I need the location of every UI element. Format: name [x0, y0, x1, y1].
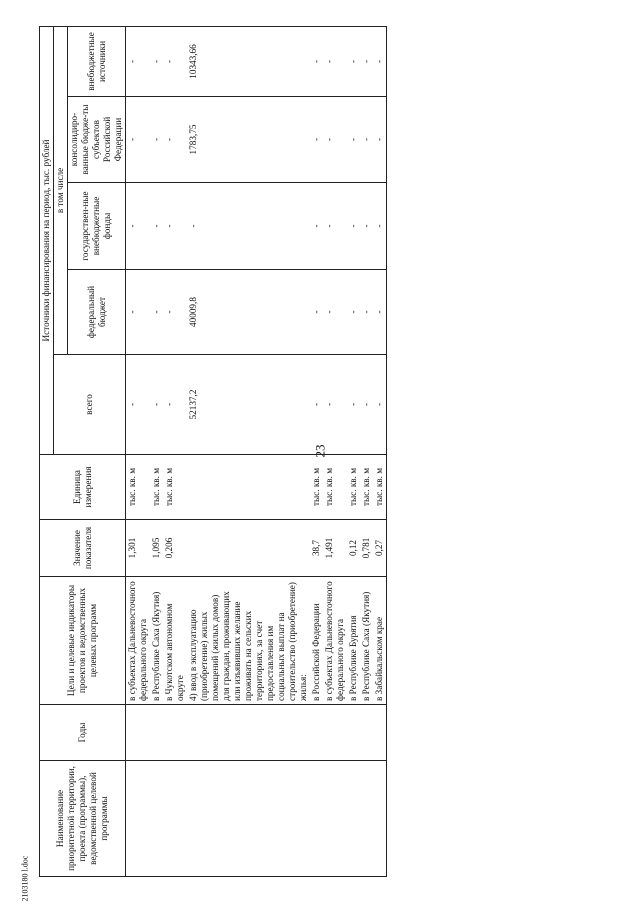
cell-name [373, 761, 387, 877]
cell-federal: - [323, 270, 347, 355]
table-row [323, 26, 347, 876]
cell-unit: тыс. кв. м [360, 455, 373, 520]
cell-goal: в Республике Бурятия [347, 577, 360, 705]
header-regional: консолидиро-ванные бюдже-ты субъектов Российской Федерации [68, 97, 126, 183]
cell-unit: тыс. кв. м [310, 455, 323, 520]
header-extra: внебюджетные источники [68, 26, 126, 96]
cell-name [150, 761, 163, 877]
cell-regional: - [347, 97, 360, 183]
cell-regional: - [163, 97, 187, 183]
cell-regional: - [126, 97, 151, 183]
cell-federal: - [310, 270, 323, 355]
cell-federal: - [347, 270, 360, 355]
header-including: в том числе [54, 26, 68, 354]
header-state-funds: государствен-ные внебюджетные фонды [68, 183, 126, 270]
cell-years [126, 705, 151, 761]
cell-goal: в субъектах Дальневосточного федерального округа [323, 577, 347, 705]
cell-value [187, 520, 310, 577]
cell-years [360, 705, 373, 761]
cell-extra: - [323, 26, 347, 96]
cell-years [347, 705, 360, 761]
cell-state-funds: - [347, 183, 360, 270]
cell-value: 1,095 [150, 520, 163, 577]
cell-name [323, 761, 347, 877]
financing-table [39, 26, 387, 877]
table-row [126, 26, 151, 876]
header-unit: Единица измерения [40, 455, 126, 520]
table-row [373, 26, 387, 876]
table-row [310, 26, 323, 876]
cell-goal: в Чукотском автономном округе [163, 577, 187, 705]
cell-years [163, 705, 187, 761]
cell-regional: - [323, 97, 347, 183]
cell-state-funds: - [187, 183, 310, 270]
cell-state-funds: - [360, 183, 373, 270]
header-total: всего [54, 355, 126, 455]
cell-value: 0,27 [373, 520, 387, 577]
cell-value: 0,206 [163, 520, 187, 577]
cell-state-funds: - [310, 183, 323, 270]
cell-federal: - [126, 270, 151, 355]
cell-regional: - [373, 97, 387, 183]
cell-state-funds: - [126, 183, 151, 270]
header-name: Наименование приоритетной территории, проекта (программы), ведомственной целевой программы [40, 761, 126, 877]
cell-federal: - [360, 270, 373, 355]
table-row [347, 26, 360, 876]
cell-value: 0,781 [360, 520, 373, 577]
cell-unit: тыс. кв. м [163, 455, 187, 520]
cell-goal: в Забайкальском крае [373, 577, 387, 705]
cell-value: 1,491 [323, 520, 347, 577]
cell-extra: 10343,66 [187, 26, 310, 96]
table-row [360, 26, 373, 876]
cell-years [323, 705, 347, 761]
cell-name [187, 761, 310, 877]
cell-total: - [163, 355, 187, 455]
cell-state-funds: - [150, 183, 163, 270]
header-sources: Источники финансирования на период, тыс. рублей [40, 26, 54, 454]
cell-state-funds: - [163, 183, 187, 270]
cell-unit: тыс. кв. м [373, 455, 387, 520]
cell-unit [187, 455, 310, 520]
table-row [187, 26, 310, 876]
cell-total: - [323, 355, 347, 455]
cell-goal: в Республике Саха (Якутия) [360, 577, 373, 705]
cell-extra: - [373, 26, 387, 96]
cell-name [347, 761, 360, 877]
cell-extra: - [150, 26, 163, 96]
footer-filename: 2103180 l.doc [20, 855, 30, 902]
cell-extra: - [163, 26, 187, 96]
header-goals: Цели и целевые индикаторы проектов и ведомственных целевых программ [40, 577, 126, 705]
cell-extra: - [347, 26, 360, 96]
cell-name [310, 761, 323, 877]
cell-name [126, 761, 151, 877]
cell-total: - [373, 355, 387, 455]
cell-years [150, 705, 163, 761]
cell-name [360, 761, 373, 877]
cell-value: 1,301 [126, 520, 151, 577]
cell-federal: - [373, 270, 387, 355]
page-number-text: 23 [312, 444, 327, 458]
cell-value: 0,12 [347, 520, 360, 577]
cell-extra: - [360, 26, 373, 96]
cell-unit: тыс. кв. м [347, 455, 360, 520]
cell-goal: в Российской Федерации [310, 577, 323, 705]
cell-total: - [360, 355, 373, 455]
cell-total: - [310, 355, 323, 455]
cell-federal: - [163, 270, 187, 355]
cell-extra: - [126, 26, 151, 96]
cell-state-funds: - [323, 183, 347, 270]
cell-federal: - [150, 270, 163, 355]
cell-years [310, 705, 323, 761]
cell-regional: - [360, 97, 373, 183]
header-years: Годы [40, 705, 126, 761]
header-row-1 [40, 26, 54, 876]
cell-value: 38,7 [310, 520, 323, 577]
cell-unit: тыс. кв. м [126, 455, 151, 520]
cell-total: - [150, 355, 163, 455]
cell-years [373, 705, 387, 761]
cell-total: - [126, 355, 151, 455]
cell-regional: - [310, 97, 323, 183]
cell-goal: в субъектах Дальневосточного федерального округа [126, 577, 151, 705]
cell-years [187, 705, 310, 761]
document-footer [18, 840, 30, 900]
table-row [163, 26, 187, 876]
cell-regional: - [150, 97, 163, 183]
cell-unit: тыс. кв. м [150, 455, 163, 520]
cell-goal: 4) ввод в эксплуатацию (приобретение) жилых помещений (жилых домов) для граждан, проживающих или изъявивших желание проживать на сельских территориях, за счет предоставления им социальных выплат на строительство (приобретение) жилья: [187, 577, 310, 705]
cell-goal: в Республике Саха (Якутия) [150, 577, 163, 705]
cell-federal: 40009,8 [187, 270, 310, 355]
header-value: Значение показателя [40, 520, 126, 577]
cell-regional: 1783,75 [187, 97, 310, 183]
header-federal: федеральный бюджет [68, 270, 126, 355]
rotated-page [39, 27, 606, 877]
cell-name [163, 761, 187, 877]
cell-total: - [347, 355, 360, 455]
cell-unit: тыс. кв. м [323, 455, 347, 520]
table-row [150, 26, 163, 876]
cell-state-funds: - [373, 183, 387, 270]
cell-total: 52137,2 [187, 355, 310, 455]
cell-extra: - [310, 26, 323, 96]
